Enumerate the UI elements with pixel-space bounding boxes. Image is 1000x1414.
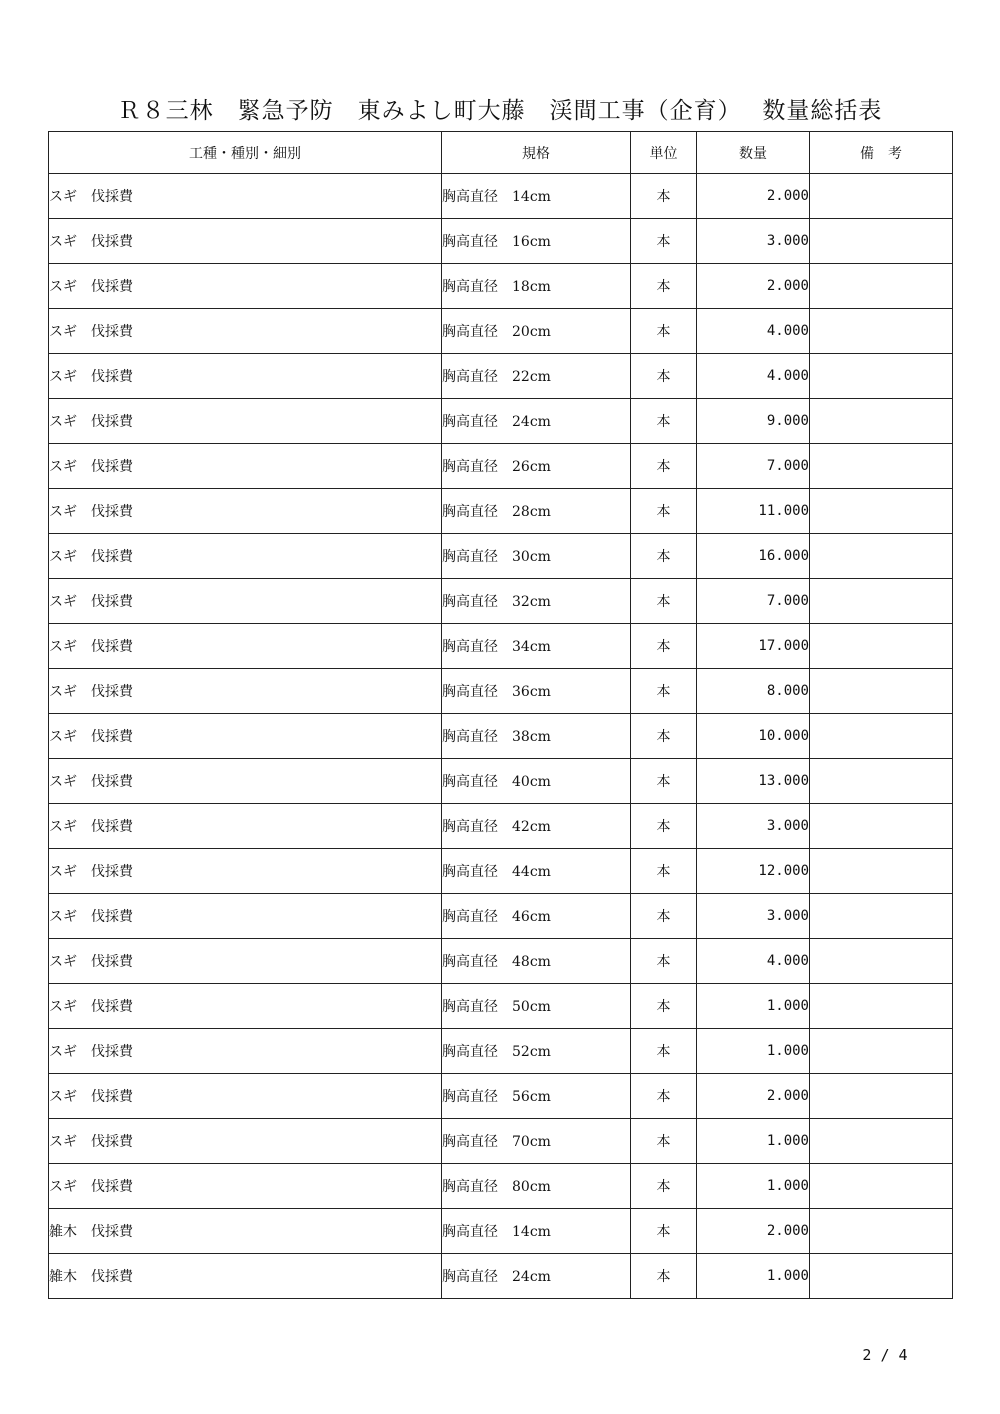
table-row xyxy=(49,759,953,804)
cell-work-item: スギ 伐採費 xyxy=(49,669,442,714)
header-unit: 単位 xyxy=(631,132,697,174)
cell-unit: 本 xyxy=(631,804,697,849)
table-row xyxy=(49,984,953,1029)
cell-work-item: スギ 伐採費 xyxy=(49,759,442,804)
cell-unit: 本 xyxy=(631,174,697,219)
cell-remarks xyxy=(810,984,953,1029)
cell-work-item: スギ 伐採費 xyxy=(49,1164,442,1209)
cell-remarks xyxy=(810,759,953,804)
cell-unit: 本 xyxy=(631,399,697,444)
cell-unit: 本 xyxy=(631,759,697,804)
cell-specification: 胸高直径 46cm xyxy=(442,894,631,939)
cell-remarks xyxy=(810,804,953,849)
cell-remarks xyxy=(810,624,953,669)
cell-specification: 胸高直径 24cm xyxy=(442,1254,631,1299)
table-row xyxy=(49,579,953,624)
cell-quantity: 1.000 xyxy=(697,1119,810,1164)
cell-specification: 胸高直径 18cm xyxy=(442,264,631,309)
cell-work-item: スギ 伐採費 xyxy=(49,264,442,309)
cell-specification: 胸高直径 52cm xyxy=(442,1029,631,1074)
cell-unit: 本 xyxy=(631,219,697,264)
cell-quantity: 10.000 xyxy=(697,714,810,759)
cell-quantity: 2.000 xyxy=(697,1074,810,1119)
cell-quantity: 2.000 xyxy=(697,1209,810,1254)
cell-unit: 本 xyxy=(631,489,697,534)
cell-unit: 本 xyxy=(631,624,697,669)
cell-quantity: 12.000 xyxy=(697,849,810,894)
quantity-summary-table xyxy=(48,131,953,1299)
cell-work-item: 雑木 伐採費 xyxy=(49,1254,442,1299)
cell-work-item: スギ 伐採費 xyxy=(49,1029,442,1074)
cell-work-item: スギ 伐採費 xyxy=(49,1119,442,1164)
cell-quantity: 1.000 xyxy=(697,1254,810,1299)
table-row xyxy=(49,894,953,939)
cell-specification: 胸高直径 80cm xyxy=(442,1164,631,1209)
table-row xyxy=(49,174,953,219)
cell-quantity: 9.000 xyxy=(697,399,810,444)
cell-quantity: 16.000 xyxy=(697,534,810,579)
cell-unit: 本 xyxy=(631,1074,697,1119)
table-row xyxy=(49,624,953,669)
table-row xyxy=(49,1029,953,1074)
cell-unit: 本 xyxy=(631,714,697,759)
cell-unit: 本 xyxy=(631,1119,697,1164)
cell-quantity: 4.000 xyxy=(697,354,810,399)
cell-quantity: 1.000 xyxy=(697,1164,810,1209)
cell-work-item: スギ 伐採費 xyxy=(49,984,442,1029)
table-row xyxy=(49,804,953,849)
page-number: 2 / 4 xyxy=(862,1346,908,1364)
cell-work-item: スギ 伐採費 xyxy=(49,579,442,624)
cell-work-item: スギ 伐採費 xyxy=(49,624,442,669)
cell-work-item: スギ 伐採費 xyxy=(49,489,442,534)
cell-remarks xyxy=(810,894,953,939)
header-specification: 規格 xyxy=(442,132,631,174)
header-quantity: 数量 xyxy=(697,132,810,174)
table-row xyxy=(49,534,953,579)
cell-unit: 本 xyxy=(631,849,697,894)
cell-remarks xyxy=(810,714,953,759)
table-row xyxy=(49,1074,953,1119)
cell-unit: 本 xyxy=(631,1209,697,1254)
cell-specification: 胸高直径 38cm xyxy=(442,714,631,759)
cell-unit: 本 xyxy=(631,354,697,399)
cell-work-item: スギ 伐採費 xyxy=(49,309,442,354)
cell-remarks xyxy=(810,1209,953,1254)
cell-unit: 本 xyxy=(631,309,697,354)
table-row xyxy=(49,489,953,534)
cell-unit: 本 xyxy=(631,1029,697,1074)
cell-specification: 胸高直径 22cm xyxy=(442,354,631,399)
cell-specification: 胸高直径 70cm xyxy=(442,1119,631,1164)
cell-unit: 本 xyxy=(631,1254,697,1299)
table-row xyxy=(49,1164,953,1209)
cell-unit: 本 xyxy=(631,894,697,939)
cell-specification: 胸高直径 34cm xyxy=(442,624,631,669)
cell-specification: 胸高直径 16cm xyxy=(442,219,631,264)
cell-work-item: スギ 伐採費 xyxy=(49,894,442,939)
cell-specification: 胸高直径 56cm xyxy=(442,1074,631,1119)
cell-work-item: 雑木 伐採費 xyxy=(49,1209,442,1254)
cell-unit: 本 xyxy=(631,1164,697,1209)
cell-remarks xyxy=(810,354,953,399)
cell-work-item: スギ 伐採費 xyxy=(49,399,442,444)
cell-specification: 胸高直径 20cm xyxy=(442,309,631,354)
cell-unit: 本 xyxy=(631,444,697,489)
cell-quantity: 7.000 xyxy=(697,579,810,624)
cell-unit: 本 xyxy=(631,939,697,984)
cell-work-item: スギ 伐採費 xyxy=(49,444,442,489)
cell-work-item: スギ 伐採費 xyxy=(49,174,442,219)
cell-remarks xyxy=(810,1164,953,1209)
cell-work-item: スギ 伐採費 xyxy=(49,939,442,984)
cell-specification: 胸高直径 26cm xyxy=(442,444,631,489)
table-header-row xyxy=(49,132,953,174)
table-body xyxy=(49,174,953,1299)
cell-quantity: 11.000 xyxy=(697,489,810,534)
table-row xyxy=(49,354,953,399)
cell-work-item: スギ 伐採費 xyxy=(49,534,442,579)
cell-specification: 胸高直径 50cm xyxy=(442,984,631,1029)
cell-quantity: 4.000 xyxy=(697,309,810,354)
table-row xyxy=(49,939,953,984)
cell-remarks xyxy=(810,534,953,579)
cell-specification: 胸高直径 32cm xyxy=(442,579,631,624)
cell-remarks xyxy=(810,399,953,444)
header-remarks: 備 考 xyxy=(810,132,953,174)
cell-quantity: 7.000 xyxy=(697,444,810,489)
cell-remarks xyxy=(810,174,953,219)
table-row xyxy=(49,1254,953,1299)
cell-specification: 胸高直径 48cm xyxy=(442,939,631,984)
cell-work-item: スギ 伐採費 xyxy=(49,804,442,849)
table-row xyxy=(49,309,953,354)
cell-quantity: 2.000 xyxy=(697,264,810,309)
document-title: Ｒ８三林 緊急予防 東みよし町大藤 渓間工事（企育） 数量総括表 xyxy=(117,98,883,124)
cell-quantity: 3.000 xyxy=(697,894,810,939)
cell-work-item: スギ 伐採費 xyxy=(49,219,442,264)
cell-work-item: スギ 伐採費 xyxy=(49,354,442,399)
table-row xyxy=(49,219,953,264)
cell-quantity: 13.000 xyxy=(697,759,810,804)
cell-unit: 本 xyxy=(631,579,697,624)
cell-specification: 胸高直径 36cm xyxy=(442,669,631,714)
cell-remarks xyxy=(810,849,953,894)
cell-quantity: 1.000 xyxy=(697,1029,810,1074)
cell-specification: 胸高直径 14cm xyxy=(442,1209,631,1254)
cell-remarks xyxy=(810,1254,953,1299)
cell-remarks xyxy=(810,309,953,354)
table-row xyxy=(49,669,953,714)
cell-remarks xyxy=(810,1074,953,1119)
cell-quantity: 1.000 xyxy=(697,984,810,1029)
table-row xyxy=(49,399,953,444)
cell-remarks xyxy=(810,939,953,984)
header-work-type: 工種・種別・細別 xyxy=(49,132,442,174)
cell-remarks xyxy=(810,219,953,264)
table-row xyxy=(49,849,953,894)
cell-remarks xyxy=(810,669,953,714)
cell-remarks xyxy=(810,579,953,624)
cell-remarks xyxy=(810,489,953,534)
cell-quantity: 3.000 xyxy=(697,219,810,264)
table-row xyxy=(49,444,953,489)
cell-quantity: 17.000 xyxy=(697,624,810,669)
cell-quantity: 2.000 xyxy=(697,174,810,219)
table-row xyxy=(49,1209,953,1254)
cell-remarks xyxy=(810,1119,953,1164)
cell-quantity: 8.000 xyxy=(697,669,810,714)
cell-work-item: スギ 伐採費 xyxy=(49,714,442,759)
cell-specification: 胸高直径 44cm xyxy=(442,849,631,894)
cell-work-item: スギ 伐採費 xyxy=(49,849,442,894)
cell-specification: 胸高直径 30cm xyxy=(442,534,631,579)
cell-unit: 本 xyxy=(631,669,697,714)
cell-specification: 胸高直径 14cm xyxy=(442,174,631,219)
cell-unit: 本 xyxy=(631,534,697,579)
table-row xyxy=(49,1119,953,1164)
cell-work-item: スギ 伐採費 xyxy=(49,1074,442,1119)
table-row xyxy=(49,714,953,759)
cell-specification: 胸高直径 42cm xyxy=(442,804,631,849)
cell-unit: 本 xyxy=(631,264,697,309)
cell-quantity: 4.000 xyxy=(697,939,810,984)
cell-remarks xyxy=(810,444,953,489)
table-row xyxy=(49,264,953,309)
cell-unit: 本 xyxy=(631,984,697,1029)
cell-specification: 胸高直径 40cm xyxy=(442,759,631,804)
cell-specification: 胸高直径 28cm xyxy=(442,489,631,534)
cell-specification: 胸高直径 24cm xyxy=(442,399,631,444)
cell-remarks xyxy=(810,1029,953,1074)
cell-remarks xyxy=(810,264,953,309)
cell-quantity: 3.000 xyxy=(697,804,810,849)
